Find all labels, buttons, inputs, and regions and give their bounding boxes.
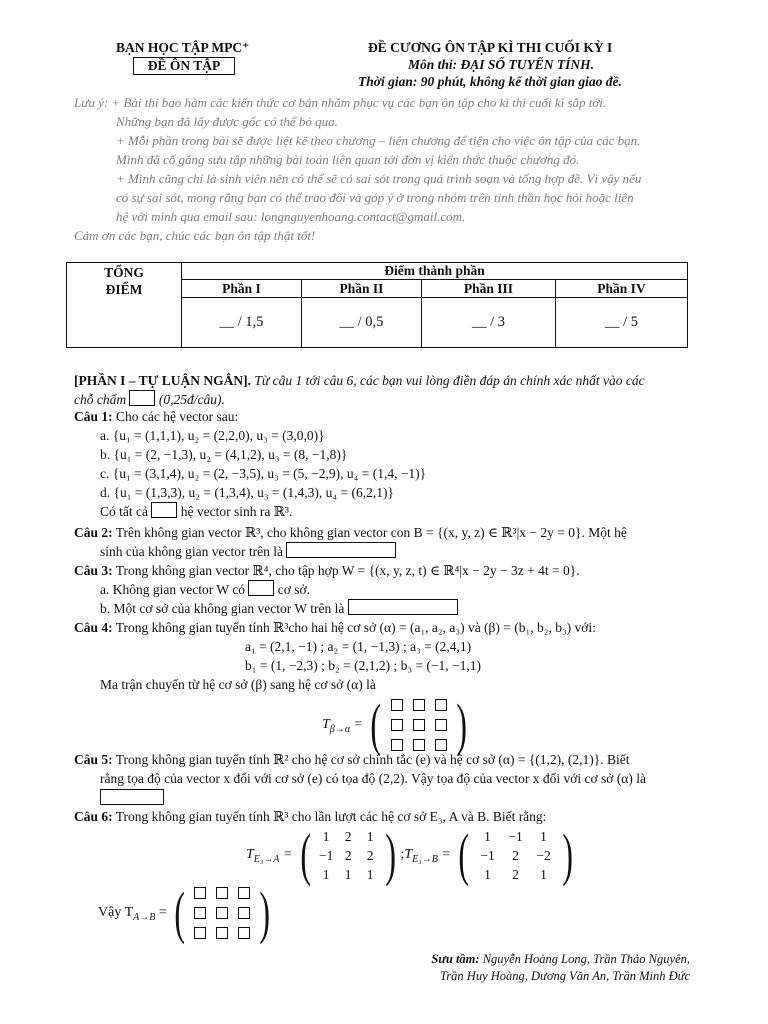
question-label: Câu 5: [74, 752, 113, 767]
matrix-entry: −1 [480, 847, 495, 863]
matrix-entry: 1 [322, 828, 330, 844]
matrix-entry: −1 [508, 828, 523, 844]
section-intro [74, 372, 645, 390]
matrix-entry: 2 [512, 847, 519, 863]
matrix-blank[interactable] [413, 739, 425, 751]
score-cell: __ / 0,5 [301, 298, 421, 348]
score-cell: __ / 5 [555, 298, 687, 348]
matrix-blank[interactable] [413, 719, 425, 731]
question-text: Cho các hệ vector sau: [116, 409, 239, 424]
question-text: Có tất cả [100, 504, 148, 519]
matrix-blank[interactable] [238, 887, 250, 899]
q6-given-matrices: $T_{E_3\to A}$ = ( 1 2 1 −1 2 2 1 1 1 ) $;T_{E_3\to B}$ = ( 1 −1 1 −1 2 −2 1 2 1 ) [246, 826, 577, 884]
credit-names: Nguyễn Hoàng Long, Trần Thảo Nguyên, [482, 952, 690, 966]
matrix-entry: 1 [322, 866, 330, 882]
matrix-blank[interactable] [216, 907, 228, 919]
credit-label: Sưu tầm: [431, 952, 480, 966]
answer-blank[interactable] [151, 502, 177, 518]
total-label: TỔNG [104, 265, 144, 280]
part-header: Phần II [301, 280, 421, 298]
matrix-entry: 1 [366, 828, 374, 844]
q1-answer [100, 502, 292, 521]
part-header: Phần III [421, 280, 555, 298]
note-line: Những bạn đã lấy được gốc có thể bỏ qua. [116, 114, 338, 129]
matrix-blank[interactable] [194, 887, 206, 899]
q1-option-b: b. {u₁ = (2, −1,3), u₂ = (4,1,2), u₃ = (8, −1,8)} [100, 447, 348, 462]
score-cell: __ / 3 [421, 298, 555, 348]
matrix-entry: 1 [484, 828, 491, 844]
matrix-entry: 2 [366, 847, 374, 863]
matrix-blank[interactable] [194, 907, 206, 919]
q2-answer [100, 542, 396, 561]
question-text: Trong không gian tuyến tính ℝ² cho hệ cơ sở chính tắc (e) và hệ cơ sở (α) = {(1,2), (2,1)}. Biết [115, 752, 630, 767]
question-label: Câu 3: [74, 563, 113, 578]
question-4 [74, 619, 596, 637]
matrix-blank[interactable] [391, 739, 403, 751]
matrix-entry: 1 [344, 866, 352, 882]
question-text: Trong không gian tuyến tính ℝ³ cho lần lượt các hệ cơ sở E₃, A và B. Biết rằng: [115, 809, 547, 824]
matrix-blank[interactable] [194, 927, 206, 939]
question-text: cơ sở. [277, 582, 310, 597]
question-text: hệ vector sinh ra ℝ³. [180, 504, 293, 519]
question-label: Câu 1: [74, 409, 113, 424]
total-label: ĐIỂM [105, 282, 143, 297]
matrix-blank[interactable] [413, 699, 425, 711]
matrix-entry: 2 [512, 866, 519, 882]
matrix-entry: 2 [344, 847, 352, 863]
score-table [66, 262, 688, 348]
question-label: Câu 4: [74, 620, 113, 635]
matrix-entry: 2 [344, 828, 352, 844]
q1-option-d: d. {u₁ = (1,3,3), u₂ = (1,3,4), u₃ = (1,4,3), u₄ = (6,2,1)} [100, 485, 394, 500]
matrix-blank[interactable] [216, 887, 228, 899]
score-cell: __ / 1,5 [182, 298, 302, 348]
question-5 [74, 751, 630, 769]
q4-matrix: $T_{\beta\to\alpha}$ = ( ) [322, 692, 467, 757]
matrix-blank[interactable] [391, 699, 403, 711]
question-text: Trên không gian vector ℝ³, cho không gian vector con B = {(x, y, z) ∈ ℝ³|x − 2y = 0}. Một hệ [115, 525, 627, 540]
matrix-entry: 1 [366, 866, 374, 882]
credit-names: Trần Huy Hoàng, Dương Văn An, Trần Minh Đức [440, 969, 690, 983]
question-1 [74, 408, 238, 426]
exam-subject: Môn thi: ĐẠI SỐ TUYẾN TÍNH. [408, 57, 595, 72]
section-instruction: (0,25đ/câu). [158, 392, 225, 407]
exam-title: ĐỀ CƯƠNG ÔN TẬP KÌ THI CUỐI KỲ I [368, 40, 613, 55]
matrix-label: $T_{E_3\to A}$ = [246, 847, 293, 865]
section-intro-2 [74, 390, 225, 409]
q5-text-2: rằng tọa độ của vector x đối với cơ sở (e) có tọa độ (2,2). Vậy tọa độ của vector x đối với cơ sở (α) là [100, 771, 646, 786]
matrix-entry: 1 [540, 866, 547, 882]
question-text: a. Không gian vector W có [100, 582, 245, 597]
q1-option-a: a. {u₁ = (1,1,1), u₂ = (2,2,0), u₃ = (3,0,0)} [100, 428, 325, 443]
matrix-label: Vậy $T_{A\to B}$ = [98, 905, 167, 923]
q4-alpha-basis: a₁ = (2,1, −1) ; a₂ = (1, −1,3) ; a₃ = (2,4,1) [245, 639, 472, 654]
part-header: Phần IV [555, 280, 687, 298]
note-line: Mình đã cố gắng sưu tập những bài toán liên quan tới đơn vị kiến thức thuộc chương đó. [116, 152, 580, 167]
section-instruction: Từ câu 1 tới câu 6, các bạn vui lòng điền đáp án chính xác nhất vào các [254, 373, 645, 388]
matrix-t-e3-b: ( 1 −1 1 −1 2 −2 1 2 1 ) [458, 822, 573, 887]
answer-blank[interactable] [286, 542, 396, 558]
matrix-blank[interactable] [435, 719, 447, 731]
matrix-blank[interactable] [391, 719, 403, 731]
q4-ask: Ma trận chuyển từ hệ cơ sở (β) sang hệ cơ sở (α) là [100, 677, 376, 692]
total-score-cell [67, 263, 182, 348]
answer-blank[interactable] [248, 580, 274, 596]
matrix-t-e3-a: ( 1 2 1 −1 2 2 1 1 1 ) [300, 822, 397, 887]
matrix-entry: −1 [318, 847, 334, 863]
question-label: Câu 6: [74, 809, 113, 824]
note-line: Lưu ý: + Bài thi bao hàm các kiến thức cơ bản nhằm phục vụ các bạn ôn tập cho kì thi cuối kì sắp tới. [74, 95, 607, 110]
org-name: BẠN HỌC TẬP MPC⁺ [116, 40, 250, 55]
matrix-entry: 1 [540, 828, 547, 844]
matrix-blank[interactable] [435, 739, 447, 751]
answer-blank[interactable] [348, 599, 458, 615]
answer-blank[interactable] [100, 789, 164, 805]
note-line: + Mình cũng chỉ là sinh viên nên có thể sẽ có sai sót trong quá trình soạn và tổng hợp đề. Vì vậy nếu [116, 171, 642, 186]
doc-type-badge: ĐỀ ÔN TẬP [133, 57, 235, 75]
question-text: Trong không gian vector ℝ⁴, cho tập hợp W = {(x, y, z, t) ∈ ℝ⁴|x − 2y − 3z + 4t = 0}. [115, 563, 580, 578]
part-header: Phần I [182, 280, 302, 298]
note-line: Cảm ơn các bạn, chúc các bạn ôn tập thật tốt! [74, 228, 316, 243]
q3-part-a [100, 580, 310, 599]
question-3 [74, 562, 580, 580]
credits [431, 951, 690, 985]
answer-blank[interactable] [129, 390, 155, 406]
q6-answer: Vậy $T_{A\to B}$ = ( ) [98, 880, 271, 945]
matrix-blank[interactable] [238, 927, 250, 939]
component-header: Điểm thành phần [182, 263, 688, 280]
question-label: Câu 2: [74, 525, 113, 540]
q3-part-b [100, 599, 458, 618]
matrix-blank[interactable] [435, 699, 447, 711]
section-instruction: chỗ chấm [74, 392, 127, 407]
matrix-label: $T_{E_3\to B}$ = [404, 847, 451, 865]
section-heading: [PHẦN I – TỰ LUẬN NGẮN]. [74, 373, 251, 388]
matrix-blank[interactable] [238, 907, 250, 919]
note-line: + Mỗi phần trong bài sẽ được liệt kê theo chương – liên chương để tiện cho việc ôn tập của các bạn. [116, 133, 641, 148]
question-2 [74, 524, 627, 542]
matrix-entry: −2 [536, 847, 551, 863]
question-text: sinh của không gian vector trên là [100, 544, 283, 559]
matrix-blank[interactable] [216, 927, 228, 939]
q1-option-c: c. {u₁ = (3,1,4), u₂ = (2, −3,5), u₃ = (5, −2,9), u₄ = (1,4, −1)} [100, 466, 427, 481]
question-text: b. Một cơ sở của không gian vector W trên là [100, 601, 345, 616]
matrix-label: $T_{\beta\to\alpha}$ = [322, 717, 363, 735]
question-text: Trong không gian tuyến tính ℝ³cho hai hệ cơ sở (α) = (a₁, a₂, a₃) và (β) = (b₁, b₂, b₃) với: [115, 620, 596, 635]
exam-time: Thời gian: 90 phút, không kể thời gian giao đề. [358, 74, 622, 89]
q4-beta-basis: b₁ = (1, −2,3) ; b₂ = (2,1,2) ; b₃ = (−1, −1,1) [245, 658, 482, 673]
note-line: có sự sai sót, mong rằng bạn có thể trao đổi và góp ý ở trong nhóm trên tinh thần học hỏi hoặc liên [116, 190, 634, 205]
note-line: hệ với mình qua email sau: longnguyenhoang.contact@gmail.com. [116, 209, 466, 224]
matrix-entry: 1 [484, 866, 491, 882]
